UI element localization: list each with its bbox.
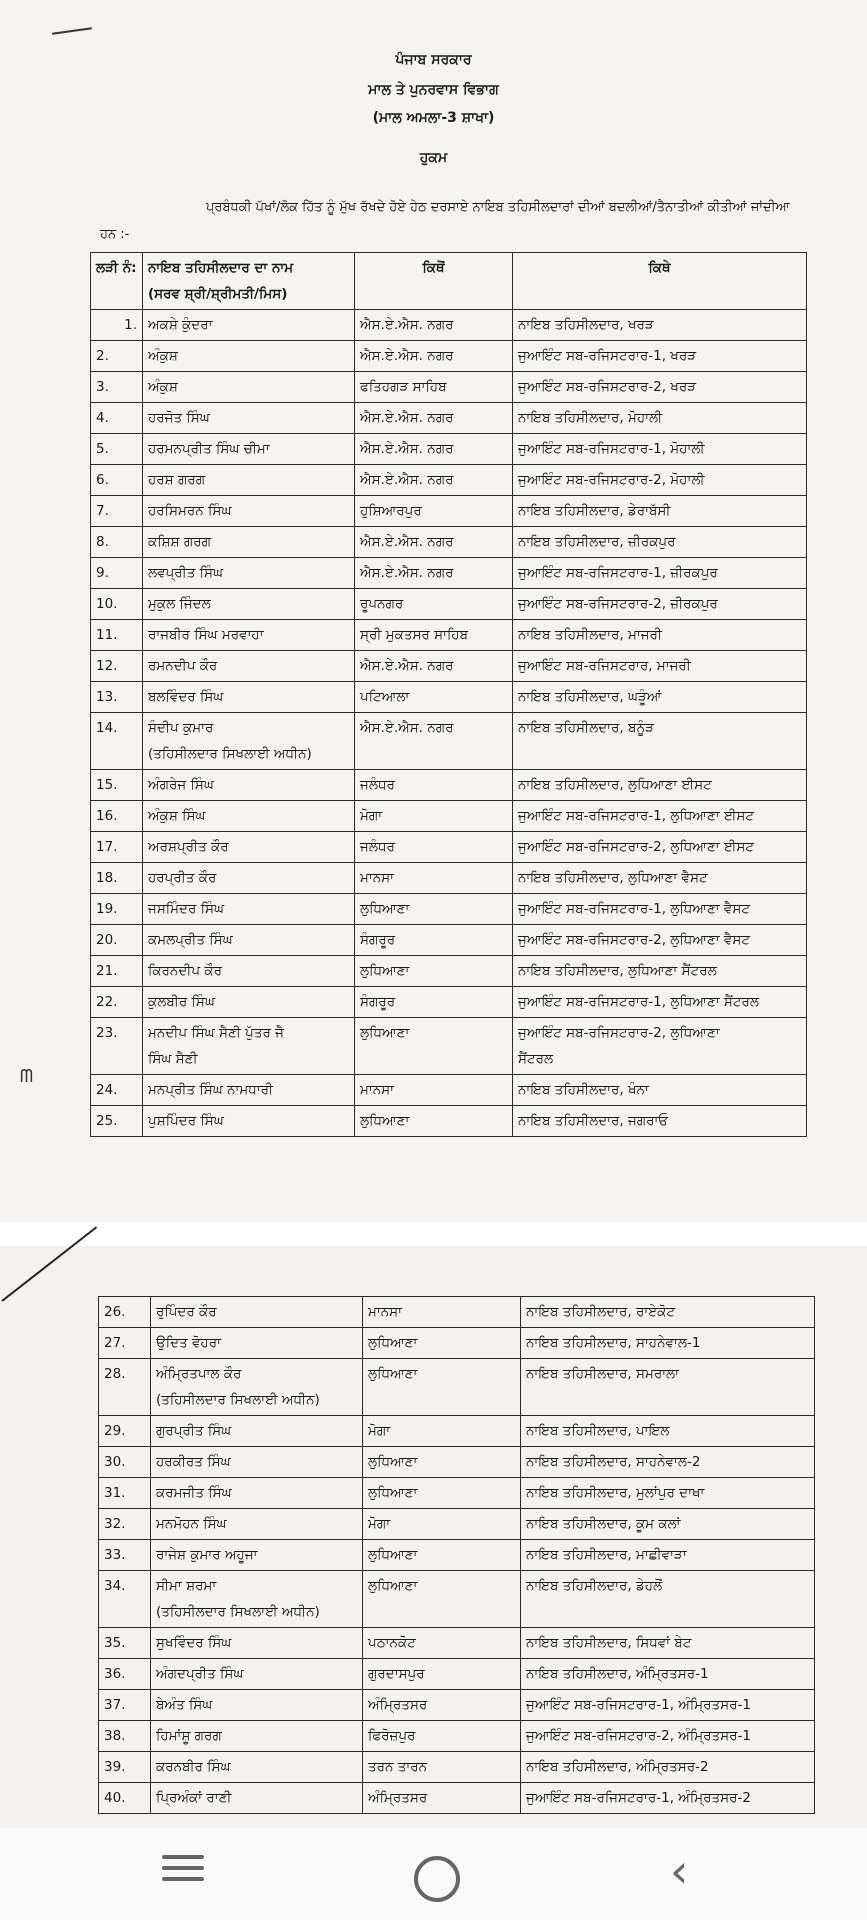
- table-row: [91, 956, 807, 987]
- name-cell: ਉਦਿਤ ਵੋਹਰਾ: [151, 1328, 363, 1359]
- table-row: [91, 987, 807, 1018]
- to-cell: ਜੁਆਇੰਟ ਸਬ-ਰਜਿਸਟਰਾਰ-1, ਲੁਧਿਆਣਾ ਈਸਟ: [513, 801, 807, 832]
- sr-cell: 30.: [99, 1447, 151, 1478]
- from-cell: ਜਲੰਧਰ: [355, 832, 513, 863]
- from-cell: ਪਠਾਨਕੋਟ: [363, 1628, 521, 1659]
- from-cell: ਗੁਰਦਾਸਪੁਰ: [363, 1659, 521, 1690]
- from-cell: ਸ੍ਰੀ ਮੁਕਤਸਰ ਸਾਹਿਬ: [355, 620, 513, 651]
- table-row: [91, 651, 807, 682]
- transfer-table-2: [98, 1296, 815, 1814]
- from-cell: ਮਾਨਸਾ: [355, 863, 513, 894]
- intro-text: ਪ੍ਰਬੰਧਕੀ ਪੱਖਾਂ/ਲੋਕ ਹਿੱਤ ਨੂੰ ਮੁੱਖ ਰੱਖਦੇ ਹੋਏ ਹੇਠ ਦਰਸਾਏ ਨਾਇਬ ਤਹਿਸੀਲਦਾਰਾਂ ਦੀਆਂ ਬਦਲੀਆਂ/ਤੈਨਾਤੀਆਂ ਕੀਤੀਆਂ ਜਾਂਦੀਆ ਹਨ :-: [100, 200, 790, 242]
- to-cell: ਜੁਆਇੰਟ ਸਬ-ਰਜਿਸਟਰਾਰ-1, ਖਰੜ: [513, 341, 807, 372]
- from-cell: ਲੁਧਿਆਣਾ: [355, 894, 513, 925]
- sr-cell: 6.: [91, 465, 143, 496]
- from-cell: ਐਸ.ਏ.ਐਸ. ਨਗਰ: [355, 434, 513, 465]
- table-row: [99, 1509, 815, 1540]
- table-row: [99, 1659, 815, 1690]
- table-row: [91, 770, 807, 801]
- from-cell: ਲੁਧਿਆਣਾ: [363, 1478, 521, 1509]
- sr-cell: 23.: [91, 1018, 143, 1075]
- to-cell: ਜੁਆਇੰਟ ਸਬ-ਰਜਿਸਟਰਾਰ-1, ਲੁਧਿਆਣਾ ਵੈਸਟ: [513, 894, 807, 925]
- margin-initials: ᗰ: [20, 1066, 33, 1087]
- sr-cell: 22.: [91, 987, 143, 1018]
- sr-cell: 10.: [91, 589, 143, 620]
- name-cell: ਕਰਮਜੀਤ ਸਿੰਘ: [151, 1478, 363, 1509]
- from-cell: ਐਸ.ਏ.ਐਸ. ਨਗਰ: [355, 527, 513, 558]
- table-row: [91, 832, 807, 863]
- name-cell: ਹਰਸ਼ ਗਰਗ: [143, 465, 355, 496]
- name-cell: ਮਨਦੀਪ ਸਿੰਘ ਸੈਣੀ ਪੁੱਤਰ ਜੈ ਸਿੰਘ ਸੈਣੀ: [143, 1018, 355, 1075]
- name-cell: ਗੁਰਪ੍ਰੀਤ ਸਿੰਘ: [151, 1416, 363, 1447]
- sr-cell: 1.: [91, 310, 143, 341]
- name-cell: ਰਾਜਬੀਰ ਸਿੰਘ ਮਰਵਾਹਾ: [143, 620, 355, 651]
- to-cell: ਨਾਇਬ ਤਹਿਸੀਲਦਾਰ, ਸਿਧਵਾਂ ਬੇਟ: [521, 1628, 815, 1659]
- table-row: [99, 1447, 815, 1478]
- table-header-row: [91, 253, 807, 310]
- sr-cell: 31.: [99, 1478, 151, 1509]
- to-cell: ਨਾਇਬ ਤਹਿਸੀਲਦਾਰ, ਮਾਛੀਵਾੜਾ: [521, 1540, 815, 1571]
- table-row: [91, 589, 807, 620]
- from-cell: ਐਸ.ਏ.ਐਸ. ਨਗਰ: [355, 713, 513, 770]
- menu-icon[interactable]: [162, 1848, 204, 1888]
- sr-cell: 25.: [91, 1106, 143, 1137]
- department-title: ਮਾਲ ਤੇ ਪੁਨਰਵਾਸ ਵਿਭਾਗ: [368, 82, 499, 98]
- to-cell: ਨਾਇਬ ਤਹਿਸੀਲਦਾਰ, ਮਾਜਰੀ: [513, 620, 807, 651]
- sr-cell: 21.: [91, 956, 143, 987]
- table-row: [99, 1571, 815, 1628]
- sr-cell: 35.: [99, 1628, 151, 1659]
- sr-cell: 2.: [91, 341, 143, 372]
- sr-cell: 13.: [91, 682, 143, 713]
- table-row: [99, 1721, 815, 1752]
- name-cell: ਬੇਅੰਤ ਸਿੰਘ: [151, 1690, 363, 1721]
- from-cell: ਸੰਗਰੂਰ: [355, 925, 513, 956]
- sr-cell: 20.: [91, 925, 143, 956]
- from-cell: ਐਸ.ਏ.ਐਸ. ਨਗਰ: [355, 403, 513, 434]
- sr-cell: 40.: [99, 1783, 151, 1814]
- sr-cell: 36.: [99, 1659, 151, 1690]
- sr-cell: 37.: [99, 1690, 151, 1721]
- to-cell: ਜੁਆਇੰਟ ਸਬ-ਰਜਿਸਟਰਾਰ-1, ਅੰਮ੍ਰਿਤਸਰ-2: [521, 1783, 815, 1814]
- from-cell: ਪਟਿਆਲਾ: [355, 682, 513, 713]
- sr-cell: 34.: [99, 1571, 151, 1628]
- sr-cell: 18.: [91, 863, 143, 894]
- name-cell: ਅੰਮ੍ਰਿਤਪਾਲ ਕੌਰ (ਤਹਿਸੀਲਦਾਰ ਸਿਖਲਾਈ ਅਧੀਨ): [151, 1359, 363, 1416]
- table-row: [91, 341, 807, 372]
- from-cell: ਐਸ.ਏ.ਐਸ. ਨਗਰ: [355, 465, 513, 496]
- table-row: [91, 465, 807, 496]
- to-cell: ਨਾਇਬ ਤਹਿਸੀਲਦਾਰ, ਅੰਮ੍ਰਿਤਸਰ-1: [521, 1659, 815, 1690]
- from-cell: ਲੁਧਿਆਣਾ: [363, 1447, 521, 1478]
- name-cell: ਕੁਲਬੀਰ ਸਿੰਘ: [143, 987, 355, 1018]
- to-cell: ਜੁਆਇੰਟ ਸਬ-ਰਜਿਸਟਰਾਰ-2, ਲੁਧਿਆਣਾ ਈਸਟ: [513, 832, 807, 863]
- table-row: [91, 894, 807, 925]
- from-cell: ਲੁਧਿਆਣਾ: [355, 1106, 513, 1137]
- sr-cell: 4.: [91, 403, 143, 434]
- table-row: [99, 1359, 815, 1416]
- sr-cell: 9.: [91, 558, 143, 589]
- to-cell: ਨਾਇਬ ਤਹਿਸੀਲਦਾਰ, ਲੁਧਿਆਣਾ ਵੈਸਟ: [513, 863, 807, 894]
- name-cell: ਰਮਨਦੀਪ ਕੌਰ: [143, 651, 355, 682]
- name-cell: ਮੁਕੁਲ ਜਿੰਦਲ: [143, 589, 355, 620]
- sr-cell: 27.: [99, 1328, 151, 1359]
- govt-title: ਪੰਜਾਬ ਸਰਕਾਰ: [395, 52, 472, 68]
- name-cell: ਬਲਵਿੰਦਰ ਸਿੰਘ: [143, 682, 355, 713]
- from-cell: ਲੁਧਿਆਣਾ: [355, 956, 513, 987]
- to-cell: ਨਾਇਬ ਤਹਿਸੀਲਦਾਰ, ਮੋਹਾਲੀ: [513, 403, 807, 434]
- name-cell: ਕਮਲਪ੍ਰੀਤ ਸਿੰਘ: [143, 925, 355, 956]
- col-from: ਕਿਥੋਂ: [355, 253, 513, 310]
- sr-cell: 12.: [91, 651, 143, 682]
- name-cell: ਹਿਮਾਂਸ਼ੂ ਗਰਗ: [151, 1721, 363, 1752]
- back-icon[interactable]: ‹: [670, 1844, 689, 1898]
- to-cell: ਜੁਆਇੰਟ ਸਬ-ਰਜਿਸਟਰਾਰ, ਮਾਜਰੀ: [513, 651, 807, 682]
- to-cell: ਨਾਇਬ ਤਹਿਸੀਲਦਾਰ, ਸਾਹਨੇਵਾਲ-1: [521, 1328, 815, 1359]
- sr-cell: 28.: [99, 1359, 151, 1416]
- to-cell: ਜੁਆਇੰਟ ਸਬ-ਰਜਿਸਟਰਾਰ-2, ਲੁਧਿਆਣਾ ਸੈਂਟਰਲ: [513, 1018, 807, 1075]
- name-cell: ਕਸ਼ਿਸ਼ ਗਰਗ: [143, 527, 355, 558]
- from-cell: ਐਸ.ਏ.ਐਸ. ਨਗਰ: [355, 651, 513, 682]
- name-cell: ਅਰਸ਼ਪ੍ਰੀਤ ਕੌਰ: [143, 832, 355, 863]
- col-sr: ਲੜੀ ਨੰ:: [91, 253, 143, 310]
- to-cell: ਨਾਇਬ ਤਹਿਸੀਲਦਾਰ, ਸਮਰਾਲਾ: [521, 1359, 815, 1416]
- branch-title: (ਮਾਲ ਅਮਲਾ-3 ਸ਼ਾਖਾ): [372, 110, 495, 126]
- sr-cell: 26.: [99, 1297, 151, 1328]
- table-row: [91, 558, 807, 589]
- sr-cell: 15.: [91, 770, 143, 801]
- table-row: [99, 1752, 815, 1783]
- col-to: ਕਿਥੇ: [513, 253, 807, 310]
- sr-cell: 19.: [91, 894, 143, 925]
- from-cell: ਤਰਨ ਤਾਰਨ: [363, 1752, 521, 1783]
- from-cell: ਮਾਨਸਾ: [363, 1297, 521, 1328]
- to-cell: ਜੁਆਇੰਟ ਸਬ-ਰਜਿਸਟਰਾਰ-2, ਮੋਹਾਲੀ: [513, 465, 807, 496]
- from-cell: ਲੁਧਿਆਣਾ: [363, 1540, 521, 1571]
- table-row: [91, 620, 807, 651]
- to-cell: ਜੁਆਇੰਟ ਸਬ-ਰਜਿਸਟਰਾਰ-2, ਅੰਮ੍ਰਿਤਸਰ-1: [521, 1721, 815, 1752]
- table-row: [99, 1783, 815, 1814]
- name-cell: ਸੀਮਾ ਸ਼ਰਮਾ (ਤਹਿਸੀਲਦਾਰ ਸਿਖਲਾਈ ਅਧੀਨ): [151, 1571, 363, 1628]
- name-cell: ਕਿਰਨਦੀਪ ਕੌਰ: [143, 956, 355, 987]
- to-cell: ਜੁਆਇੰਟ ਸਬ-ਰਜਿਸਟਰਾਰ-1, ਲੁਧਿਆਣਾ ਸੈਂਟਰਲ: [513, 987, 807, 1018]
- to-cell: ਨਾਇਬ ਤਹਿਸੀਲਦਾਰ, ਘੜੂੰਆਂ: [513, 682, 807, 713]
- name-cell: ਅਕਸ਼ੇ ਕੁੰਦਰਾ: [143, 310, 355, 341]
- to-cell: ਨਾਇਬ ਤਹਿਸੀਲਦਾਰ, ਡੇਹਲੋਂ: [521, 1571, 815, 1628]
- from-cell: ਐਸ.ਏ.ਐਸ. ਨਗਰ: [355, 310, 513, 341]
- sr-cell: 29.: [99, 1416, 151, 1447]
- to-cell: ਨਾਇਬ ਤਹਿਸੀਲਦਾਰ, ਜ਼ੀਰਕਪੁਰ: [513, 527, 807, 558]
- name-cell: ਹਰਮਨਪ੍ਰੀਤ ਸਿੰਘ ਚੀਮਾ: [143, 434, 355, 465]
- from-cell: ਸੰਗਰੂਰ: [355, 987, 513, 1018]
- sr-cell: 39.: [99, 1752, 151, 1783]
- sr-cell: 11.: [91, 620, 143, 651]
- from-cell: ਫਿਰੋਜ਼ਪੁਰ: [363, 1721, 521, 1752]
- to-cell: ਨਾਇਬ ਤਹਿਸੀਲਦਾਰ, ਜਗਰਾਓ: [513, 1106, 807, 1137]
- table-row: [91, 403, 807, 434]
- order-title: ਹੁਕਮ: [419, 150, 448, 166]
- table-row: [99, 1690, 815, 1721]
- from-cell: ਲੁਧਿਆਣਾ: [363, 1571, 521, 1628]
- from-cell: ਮਾਨਸਾ: [355, 1075, 513, 1106]
- name-cell: ਅੰਕੁਸ਼: [143, 372, 355, 403]
- from-cell: ਹੁਸ਼ਿਆਰਪੁਰ: [355, 496, 513, 527]
- table-row: [91, 801, 807, 832]
- from-cell: ਲੁਧਿਆਣਾ: [363, 1359, 521, 1416]
- from-cell: ਜਲੰਧਰ: [355, 770, 513, 801]
- to-cell: ਨਾਇਬ ਤਹਿਸੀਲਦਾਰ, ਮੁਲਾਂਪੁਰ ਦਾਖਾ: [521, 1478, 815, 1509]
- table-row: [99, 1297, 815, 1328]
- name-cell: ਅੰਕੁਸ਼ ਸਿੰਘ: [143, 801, 355, 832]
- sr-cell: 8.: [91, 527, 143, 558]
- to-cell: ਨਾਇਬ ਤਹਿਸੀਲਦਾਰ, ਖੰਨਾ: [513, 1075, 807, 1106]
- table-row: [99, 1478, 815, 1509]
- from-cell: ਫਤਿਹਗੜ ਸਾਹਿਬ: [355, 372, 513, 403]
- table-row: [91, 682, 807, 713]
- table-row: [91, 372, 807, 403]
- col-name: ਨਾਇਬ ਤਹਿਸੀਲਦਾਰ ਦਾ ਨਾਮ (ਸਰਵ ਸ਼੍ਰੀ/ਸ਼੍ਰੀਮਤੀ/ਮਿਸ): [143, 253, 355, 310]
- table-row: [99, 1628, 815, 1659]
- name-cell: ਰਾਜੇਸ਼ ਕੁਮਾਰ ਅਹੂਜਾ: [151, 1540, 363, 1571]
- sr-cell: 32.: [99, 1509, 151, 1540]
- name-cell: ਮਨਪ੍ਰੀਤ ਸਿੰਘ ਨਾਮਧਾਰੀ: [143, 1075, 355, 1106]
- name-cell: ਜਸਮਿੰਦਰ ਸਿੰਘ: [143, 894, 355, 925]
- to-cell: ਜੁਆਇੰਟ ਸਬ-ਰਜਿਸਟਰਾਰ-1, ਅੰਮ੍ਰਿਤਸਰ-1: [521, 1690, 815, 1721]
- from-cell: ਅੰਮ੍ਰਿਤਸਰ: [363, 1783, 521, 1814]
- to-cell: ਜੁਆਇੰਟ ਸਬ-ਰਜਿਸਟਰਾਰ-2, ਲੁਧਿਆਣਾ ਵੈਸਟ: [513, 925, 807, 956]
- name-cell: ਹਰਸਿਮਰਨ ਸਿੰਘ: [143, 496, 355, 527]
- from-cell: ਐਸ.ਏ.ਐਸ. ਨਗਰ: [355, 341, 513, 372]
- name-cell: ਹਰਜੋਤ ਸਿੰਘ: [143, 403, 355, 434]
- table-row: [91, 434, 807, 465]
- to-cell: ਨਾਇਬ ਤਹਿਸੀਲਦਾਰ, ਸਾਹਨੇਵਾਲ-2: [521, 1447, 815, 1478]
- table-row: [91, 496, 807, 527]
- sr-cell: 38.: [99, 1721, 151, 1752]
- to-cell: ਨਾਇਬ ਤਹਿਸੀਲਦਾਰ, ਰਾਏਕੋਟ: [521, 1297, 815, 1328]
- to-cell: ਜੁਆਇੰਟ ਸਬ-ਰਜਿਸਟਰਾਰ-1, ਜ਼ੀਰਕਪੁਰ: [513, 558, 807, 589]
- to-cell: ਨਾਇਬ ਤਹਿਸੀਲਦਾਰ, ਲੁਧਿਆਣਾ ਈਸਟ: [513, 770, 807, 801]
- name-cell: ਮਨਮੋਹਨ ਸਿੰਘ: [151, 1509, 363, 1540]
- from-cell: ਲੁਧਿਆਣਾ: [363, 1328, 521, 1359]
- table-row: [91, 1106, 807, 1137]
- name-cell: ਪ੍ਰਿਅੰਕਾਂ ਰਾਣੀ: [151, 1783, 363, 1814]
- sr-cell: 24.: [91, 1075, 143, 1106]
- to-cell: ਨਾਇਬ ਤਹਿਸੀਲਦਾਰ, ਅੰਮ੍ਰਿਤਸਰ-2: [521, 1752, 815, 1783]
- name-cell: ਪੁਸ਼ਪਿੰਦਰ ਸਿੰਘ: [143, 1106, 355, 1137]
- sr-cell: 14.: [91, 713, 143, 770]
- name-cell: ਅੰਗਦਪ੍ਰੀਤ ਸਿੰਘ: [151, 1659, 363, 1690]
- home-icon[interactable]: [414, 1856, 460, 1902]
- name-cell: ਸੁਖਵਿੰਦਰ ਸਿੰਘ: [151, 1628, 363, 1659]
- table-row: [91, 310, 807, 341]
- table-row: [99, 1328, 815, 1359]
- to-cell: ਜੁਆਇੰਟ ਸਬ-ਰਜਿਸਟਰਾਰ-1, ਮੋਹਾਲੀ: [513, 434, 807, 465]
- to-cell: ਜੁਆਇੰਟ ਸਬ-ਰਜਿਸਟਰਾਰ-2, ਖਰੜ: [513, 372, 807, 403]
- from-cell: ਐਸ.ਏ.ਐਸ. ਨਗਰ: [355, 558, 513, 589]
- from-cell: ਮੋਗਾ: [363, 1416, 521, 1447]
- to-cell: ਨਾਇਬ ਤਹਿਸੀਲਦਾਰ, ਲੁਧਿਆਣਾ ਸੈਂਟਰਲ: [513, 956, 807, 987]
- name-cell: ਅੰਕੁਸ਼: [143, 341, 355, 372]
- sr-cell: 33.: [99, 1540, 151, 1571]
- table-row: [91, 925, 807, 956]
- from-cell: ਮੋਗਾ: [363, 1509, 521, 1540]
- from-cell: ਲੁਧਿਆਣਾ: [355, 1018, 513, 1075]
- transfer-table-1: [90, 252, 807, 1137]
- to-cell: ਨਾਇਬ ਤਹਿਸੀਲਦਾਰ, ਬਨੂੰੜ: [513, 713, 807, 770]
- page-gap: [0, 1222, 867, 1246]
- intro-paragraph: [100, 194, 800, 248]
- table-row: [91, 863, 807, 894]
- table-row: [99, 1540, 815, 1571]
- name-cell: ਹਰਪ੍ਰੀਤ ਕੌਰ: [143, 863, 355, 894]
- name-cell: ਕਰਨਬੀਰ ਸਿੰਘ: [151, 1752, 363, 1783]
- to-cell: ਨਾਇਬ ਤਹਿਸੀਲਦਾਰ, ਪਾਇਲ: [521, 1416, 815, 1447]
- table-row: [91, 713, 807, 770]
- sr-cell: 7.: [91, 496, 143, 527]
- name-cell: ਹਰਕੀਰਤ ਸਿੰਘ: [151, 1447, 363, 1478]
- to-cell: ਨਾਇਬ ਤਹਿਸੀਲਦਾਰ, ਖਰੜ: [513, 310, 807, 341]
- from-cell: ਮੋਗਾ: [355, 801, 513, 832]
- from-cell: ਅੰਮ੍ਰਿਤਸਰ: [363, 1690, 521, 1721]
- name-cell: ਲਵਪ੍ਰੀਤ ਸਿੰਘ: [143, 558, 355, 589]
- sr-cell: 5.: [91, 434, 143, 465]
- name-cell: ਅੰਗਰੇਜ ਸਿੰਘ: [143, 770, 355, 801]
- table-row: [91, 527, 807, 558]
- table-row: [91, 1018, 807, 1075]
- to-cell: ਜੁਆਇੰਟ ਸਬ-ਰਜਿਸਟਰਾਰ-2, ਜ਼ੀਰਕਪੁਰ: [513, 589, 807, 620]
- from-cell: ਰੂਪਨਗਰ: [355, 589, 513, 620]
- sr-cell: 3.: [91, 372, 143, 403]
- table-row: [99, 1416, 815, 1447]
- table-row: [91, 1075, 807, 1106]
- to-cell: ਨਾਇਬ ਤਹਿਸੀਲਦਾਰ, ਕੂਮ ਕਲਾਂ: [521, 1509, 815, 1540]
- sr-cell: 17.: [91, 832, 143, 863]
- sr-cell: 16.: [91, 801, 143, 832]
- to-cell: ਨਾਇਬ ਤਹਿਸੀਲਦਾਰ, ਡੇਰਾਬੱਸੀ: [513, 496, 807, 527]
- name-cell: ਰੁਪਿੰਦਰ ਕੌਰ: [151, 1297, 363, 1328]
- name-cell: ਸੰਦੀਪ ਕੁਮਾਰ (ਤਹਿਸੀਲਦਾਰ ਸਿਖਲਾਈ ਅਧੀਨ): [143, 713, 355, 770]
